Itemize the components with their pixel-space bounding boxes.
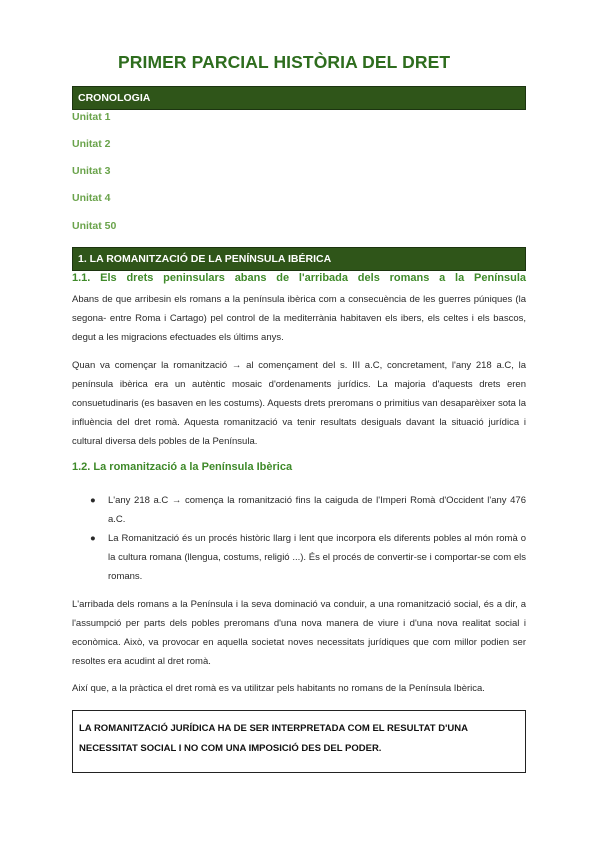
chronology-unit-2[interactable]: Unitat 2 [72,138,111,150]
subsection-1-2-paragraph-2: Així que, a la pràctica el dret romà es va utilitzar pels habitants no romans de la Península Ibèrica. [72,683,485,694]
chronology-unit-3[interactable]: Unitat 3 [72,165,111,177]
chronology-header: CRONOLOGIA [72,86,526,110]
subsection-1-1-paragraph-2: Quan va començar la romanització → al començament del s. III a.C, concretament, l'any 218 a.C, la península ibèrica era un autèntic mosaic d'ordenaments jurídics. La majoria d'aquests drets eren consuetudinaris (es basaven en les costums). Aquests drets preromans o primitius van desaparèixer sota la influència del dret romà. Aquesta romanització va tenir resultats desiguals davant la situació jurídica i cultural diversa dels pobles de la Península. [72,360,526,447]
bullet-dot-icon: ● [90,533,96,544]
highlight-box: LA ROMANITZACIÓ JURÍDICA HA DE SER INTERPRETADA COM EL RESULTAT D'UNA NECESSITAT SOCIAL I NO COM UNA IMPOSICIÓ DES DEL PODER. [72,710,526,773]
section-1-header: 1. LA ROMANITZACIÓ DE LA PENÍNSULA IBÉRICA [72,247,526,271]
subsection-1-2-paragraph-1: L'arribada dels romans a la Península i la seva dominació va conduir, a una romanització social, és a dir, a l'assumpció per parts dels pobles preromans d'una nova manera de viure i d'una nova realitat social i econòmica. Això, va provocar en aquella societat noves necessitats jurídiques que com millor podien ser resoltes era acudint al dret romà. [72,599,526,667]
chronology-unit-4[interactable]: Unitat 4 [72,192,111,204]
chronology-unit-50[interactable]: Unitat 50 [72,220,117,232]
subsection-1-1-paragraph-1: Abans de que arribesin els romans a la península ibèrica com a consecuència de les guerres púniques (la segona- entre Roma i Cartago) pel control de la mediterrània habitaven els ibers, els celtes i els bascos, degut a les migracions efectuades els últims anys. [72,294,526,343]
bullet-item [72,529,526,586]
subsection-1-1-heading: 1.1. Els drets peninsulars abans de l'arribada dels romans a la Península [72,272,526,284]
subsection-1-2-bullet-list [72,491,526,586]
bullet-item [72,491,526,529]
bullet-dot-icon: ● [90,495,96,506]
bullet-text: L'any 218 a.C → comença la romanització fins la caiguda de l'Imperi Romà d'Occident l'any 476 a.C. [108,495,526,525]
subsection-1-2-heading: 1.2. La romanització a la Península Ibèrica [72,461,293,473]
bullet-text: La Romanització és un procés històric llarg i lent que incorpora els diferents pobles al món romà o la cultura romana (llengua, costums, religió ...). És el procés de convertir-se i comportar-se com els romans. [108,533,526,582]
chronology-unit-1[interactable]: Unitat 1 [72,111,111,123]
page-title: PRIMER PARCIAL HISTÒRIA DEL DRET [118,52,451,72]
